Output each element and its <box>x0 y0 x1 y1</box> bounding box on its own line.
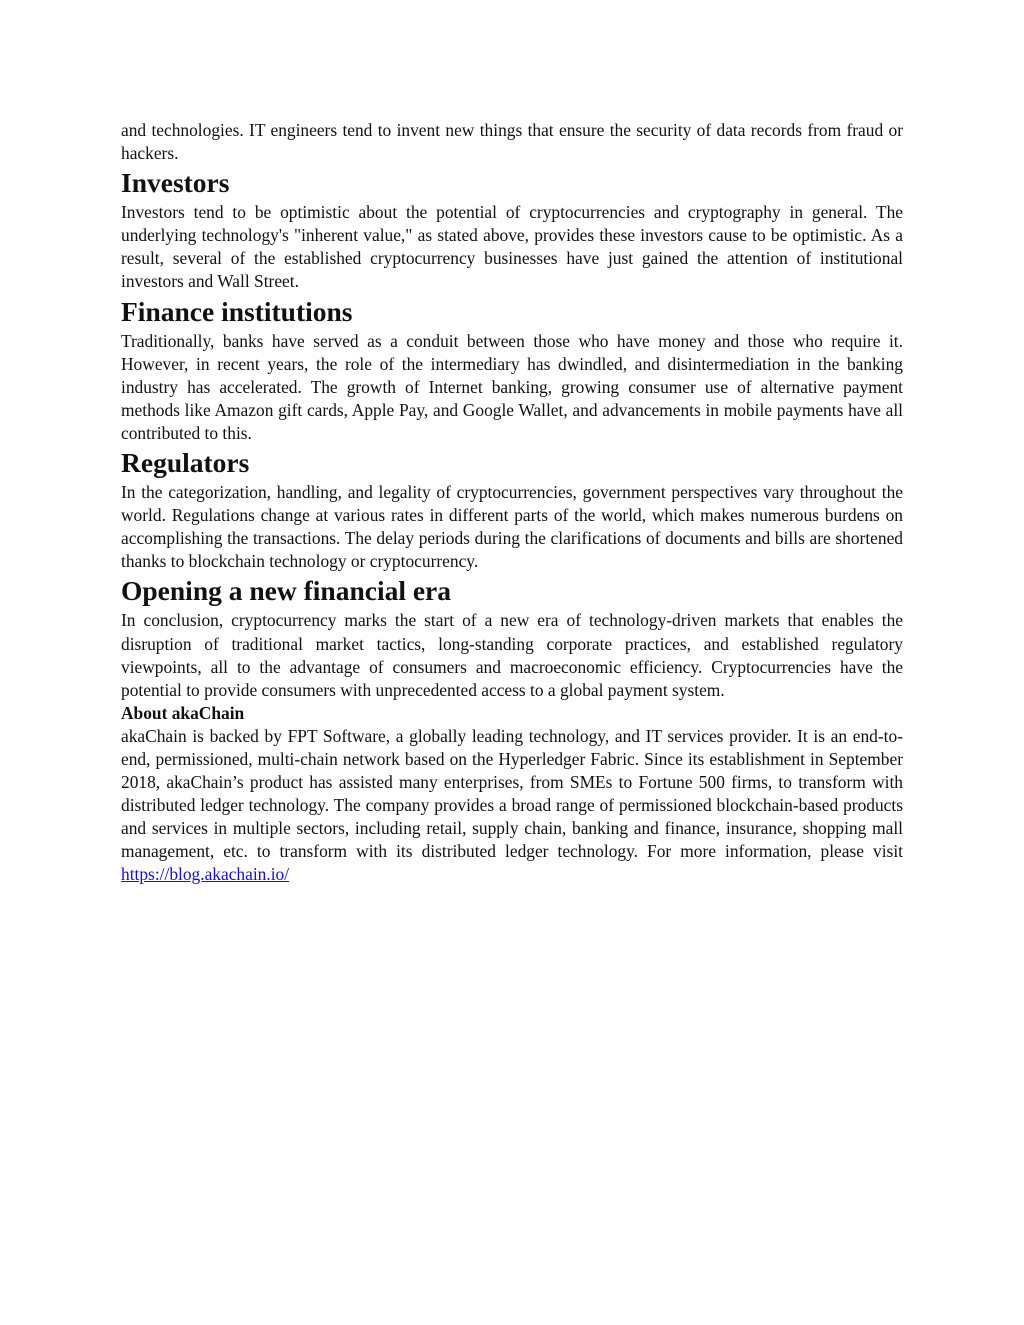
heading-investors: Investors <box>121 167 230 199</box>
paragraph-investors: Investors tend to be optimistic about the potential of cryptocurrencies and cryptography in general. The underlying technology's "inherent value," as stated above, provides these investors cause to be optimistic. As a result, several of the established cryptocurrency businesses have just gained the attention of institutional investors and Wall Street. <box>121 202 903 292</box>
paragraph-finance-institutions: Traditionally, banks have served as a conduit between those who have money and those who require it. However, in recent years, the role of the intermediary has dwindled, and disintermediation in the banking industry has accelerated. The growth of Internet banking, growing consumer use of alternative payment methods like Amazon gift cards, Apple Pay, and Google Wallet, and advancements in mobile payments have all contributed to this. <box>121 330 903 443</box>
heading-about-akachain: About akaChain <box>121 702 245 723</box>
paragraph-about-akachain <box>121 725 903 887</box>
about-text: akaChain is backed by FPT Software, a globally leading technology, and IT services provider. It is an end-to-end, permissioned, multi-chain network based on the Hyperledger Fabric. Since its establishment in September 2018, akaChain’s product has assisted many enterprises, from SMEs to Fortune 500 firms, to transform with distributed ledger technology. The company provides a broad range of permissioned blockchain-based products and services in multiple sectors, including retail, supply chain, banking and finance, insurance, shopping mall management, etc. to transform with its distributed ledger technology. For more information, please visit <box>121 725 903 862</box>
intro-paragraph: and technologies. IT engineers tend to invent new things that ensure the security of data records from fraud or hackers. <box>121 120 903 164</box>
heading-finance-institutions: Finance institutions <box>121 295 353 327</box>
heading-new-financial-era: Opening a new financial era <box>121 575 452 607</box>
paragraph-regulators: In the categorization, handling, and legality of cryptocurrencies, government perspectives vary throughout the world. Regulations change at various rates in different parts of the world, which makes numerous burdens on accomplishing the transactions. The delay periods during the clarifications of documents and bills are shortened thanks to blockchain technology or cryptocurrency. <box>121 482 903 572</box>
heading-regulators: Regulators <box>121 447 250 479</box>
akachain-blog-link[interactable]: https://blog.akachain.io/ <box>121 864 290 885</box>
paragraph-new-financial-era: In conclusion, cryptocurrency marks the start of a new era of technology-driven markets that enables the disruption of traditional market tactics, long-standing corporate practices, and established regulatory viewpoints, all to the advantage of consumers and macroeconomic efficiency. Cryptocurrencies have the potential to provide consumers with unprecedented access to a global payment system. <box>121 610 903 700</box>
document-page <box>121 119 903 886</box>
